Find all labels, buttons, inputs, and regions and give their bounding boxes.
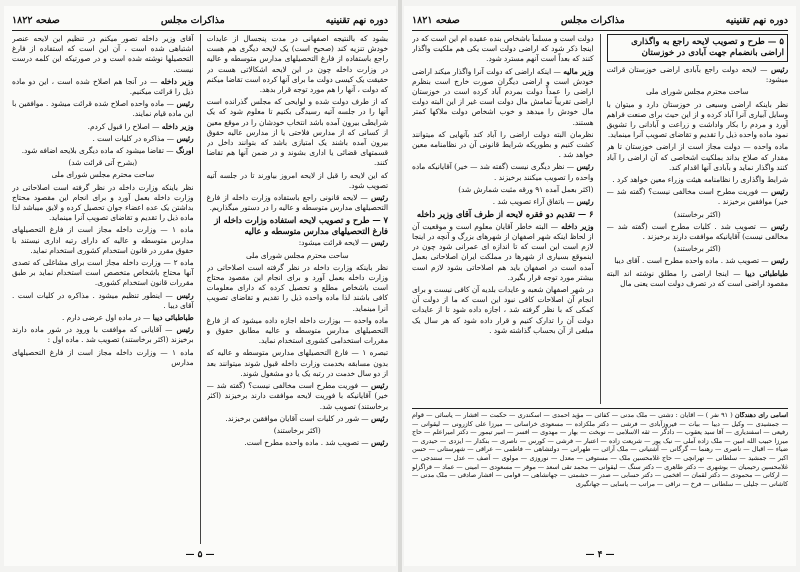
paragraph [607,222,789,242]
paragraph-text: آقای وزیر داخله تصور میکنم در تنظیم این لایحه عنصر اشتباهی شده است ، آن این است که استفاده از فارغ التحصیلها نوشته شده است و در صورتیکه این کلمه درست نیست. [12,34,194,74]
paragraph [207,97,389,168]
paragraph [12,313,194,323]
speaker-name: رئیس [370,238,388,248]
paragraph-text: ماده واحده — بوزارت داخله اجازه داده میشود که از فارغ التحصیلهای مدارس متوسطه و عالیه مطابق حقوق و مقررات استخدامی کشوری استخدام نماید. [206,315,388,346]
book-gutter [398,0,402,572]
left-page-number-label: صفحه ۱۸۲۲ [12,14,60,26]
right-page-columns [412,34,788,404]
section-heading-boxed: ۵ — طرح و تصویب لایحه راجع به واگذاری اراضی بانضمام جهت آبادی در خوزستان [607,34,789,62]
left-page-right-column [207,34,389,544]
paragraph [607,269,789,289]
speaker-name: رئیس [176,290,194,300]
paragraph [207,193,389,213]
paragraph-text: دولت است و مسلماً باشخاص بنده عقیده ام این است که در اینجا ذکر شود که اراضی دولت است یکی هم ملکیت واگذار کنند که بعداً است آنهم مسترد شود. [412,34,594,64]
paragraph-text: که این لایحه را قبل از لایحه امروز بیاورند تا در جلسه آتیه تصویب شود. [206,170,388,190]
paragraph [412,130,594,161]
speaker-name: وزیر مالیه [563,66,594,76]
paragraph [412,162,594,182]
paragraph [207,316,389,347]
right-page-folio: — ۴ — [585,550,615,560]
speaker-name: رئیس [770,221,788,231]
speaker-name: رئیس [576,197,594,207]
paragraph [12,146,194,156]
paragraph-text: — باتفاق آراء تصویب شد . [492,197,575,207]
section-heading: ۶ — تقدیم دو فقره لایحه از طرف آقای وزیر داخله [416,209,594,220]
paragraph-text: نظر باینکه وزارت داخله در نظر گرفته است اصلاحاتی در وزارت داخله بعمل آورد و برای انجام این مقصود محتاج بداشتن یک عده اعضاء جوان تحصیل کرده و لایق میباشد لذا ماده ذیل را تقدیم و تقاضای تصویب آنرا مینماید. [12,182,194,223]
paragraph-text: (اکثر بعمل آمده ۹۱ ورقه مثبت شمارش شد) [458,184,594,194]
paragraph-text: که از طرف دولت شده و لوایحی که مجلس گذرانده است آنها را در جلسه آتیه رسیدگی بکنیم تا معلوم شود که یک شرایطی بیرون آمده باشد انتخاب خودشان را در موقع معین از کسانی که از مدارس فلاحتی یا از مدارس عالیه حقوق بیرون آمده باشند یک امتیازی باشد که بتوانند داخل در قسمتهای قضائی یا اداری بشوند و در ضمن آنها هم تقاضا کنند. [206,97,388,168]
centered-line: (بشرح آتی قرائت شد) [68,158,138,168]
centered-line: ساحت محترم مجلس شورای ملی [245,250,349,260]
paragraph-text: نظر باینکه وزارت داخله در نظر گرفته است اصلاحاتی در وزارت داخله بعمل آورد و برای انجام این مقصود محتاج است باشخاص مطلع و تحصیل کرده که دارای معلومات کافی باشند لذا ماده واحده ذیل را تقدیم و تقاضای تصویب آنرا مینماید. [206,262,388,313]
footnote-rule [412,408,788,409]
paragraph [607,175,789,185]
paragraph-text: — آقایانی که موافقت با ورود در شور ماده دارند برخیزند (اکثر برخاستند) تصویب شد . ماده اول : [12,325,194,345]
footnote-title: اسامی رای دهندگان [734,412,788,419]
paragraph [12,325,194,345]
left-page-columns [12,34,388,544]
paragraph [412,197,594,207]
paragraph [607,65,789,85]
speaker-name: وزیر داخله [561,221,594,231]
paragraph-text: نظر باینکه اراضی وسیعی در خوزستان دارد و میتوان با وسایل آبیاری آنرا آباد کرده و از این حیث برای صنعت فراهم آورد و مردم را بکار واداشت و زراعت و آبادانی را تشویق نمود ماده واحده ذیل را تقدیم و تقاضای تصویب آنرا مینماید. [606,99,788,140]
left-page [4,6,396,566]
speaker-name: رئیس [770,256,788,266]
right-page-session: دوره نهم تقنینیه [725,14,788,26]
paragraph-text: ماده ۱ — وزارت داخله مجاز است از فارغ التحصیلهای مدارس متوسطه و عالیه که دارای رتبه اداری نیستند با حقوق مقرر در قانون استخدام کشوری استخدام نماید. [12,225,194,255]
paragraph [412,34,594,65]
paragraph [12,225,194,256]
paragraph-text: — اینکه اراضی که دولت آنرا واگذار میکند اراضی خودش است و اراضی دیگران صورت خارج است بنظرم اراضی را عمداً دولت بمردم آباد کرده است در خوزستان اراضی تقریباً تمامش مال دولت است غیر از این البته دولت مال خودش را میدهد و خوب اشخاص دولت ملاکها کمتر هستند. [412,66,594,127]
paragraph-text: — ماده واحده اصلاح شده قرائت میشود . موافقین با این ماده قیام نمایند. [12,99,194,119]
paragraph-text: — نظر دیگری نیست (گفته شد — خیر) آقایانیکه ماده واحده را تصویب میکنند برخیزند . [412,162,594,182]
paragraph-text: — فوریت مطرح است مخالفی نیست؟ (گفته شد — خیر) آقایانیکه با فوریت لایحه موافقت دارند برخیزند (اکثر برخاستند) تصویب شد. [206,381,388,411]
speaker-name: طباطبائی دیبا [745,268,788,278]
paragraph [12,77,194,97]
paragraph-text: — در آنجا هم اصلاح شده است ، این دو ماده ذیل را قرائت میکنیم. [12,76,194,97]
paragraph-text: ماده واحده — دولت مجاز است از اراضی خوزستان تا هر مقدار که صلاح بداند بملکیت اشخاصی که آن اراضی را آباد کنند واگذار نماید و بآبادی آنها اقدام کند. [606,142,788,172]
paragraph-text: — تصویب شد . ماده واحده مطرح است. [244,438,369,448]
header-rule [12,30,388,31]
paragraph [207,34,389,95]
speaker-name: وزیر داخله [160,76,194,86]
column-divider [200,34,201,544]
column-divider [600,34,601,404]
left-page-journal-title: مذاکرات مجلس [160,14,225,26]
right-page [404,6,796,566]
right-page-number-label: صفحه ۱۸۲۱ [412,14,460,26]
paragraph-text: — اصلاح را قبول کردم. [87,121,160,131]
paragraph [207,171,389,191]
speaker-name: اورنگ [175,146,194,156]
centered-line: (اکثر برخاستند) [273,425,321,435]
paragraph-text: ماده ۱ — وزارت داخله مجاز است از فارغ التحصیلهای مدارس [12,347,194,367]
paragraph-text: — شور در کلیات است آقایان موافقین برخیزند. [225,413,369,423]
paragraph-text: — لایحه قانونی راجع باستفاده وزارت داخله از فارغ التحصیلهای مدارس متوسطه و عالیه را در دستور میگذاریم. [206,193,388,213]
speaker-name: رئیس [176,133,194,143]
speaker-name: وزیر داخله [161,121,194,131]
paragraph [207,348,389,379]
speaker-name: رئیس [370,193,388,203]
right-page-header [412,12,788,28]
paragraph [12,258,194,289]
centered-line: (اکثر برخاستند) [673,209,721,219]
speaker-name: طباطبائی دیبا [152,313,194,323]
paragraph-text: — تقاضا میشود که ماده دیگری بلایحه اضافه شود. [21,146,174,156]
paragraph-text: نظرمان البته دولت اراضی را آباد کند بآنهایی که میتوانند کشت کنیم و بطوریکه شرایط قانونی آن در نظامنامه معین خواهد شد . [412,129,594,160]
paragraph [412,185,594,195]
paragraph [207,438,389,448]
paragraph-text: بشود که بالنتیجه اصفهانی در مدت پنجسال از عایدات خودش تنزیه کند (صحیح است) یک لایحه دیگری هم هست راجع باستفاده از فارغ التحصیلهای مدارس متوسطه و عالیه در وزارت داخله چون در این لایحه اشکالاتی هست در حقیقت یک کیسی دولت ما برای آنها کرده است تقاضا میکنم که دولت ، آنها را هم مورد توجه قرار بدهد. [206,34,388,95]
speaker-name: رئیس [370,438,388,448]
paragraph [607,100,789,141]
right-page-right-column [607,34,789,404]
paragraph-text: تبصره ۱ — فارغ التحصیلهای مدارس متوسطه و عالیه که بدون مسابقه بخدمت وزارت داخله قبول شوند میتوانند بعد از دو سال خدمت در رتبه یک یا دو مشغول شوند. [206,348,388,378]
paragraph [412,285,594,336]
paragraph-text: — تصویب شد . کلیات مطرح است (گفته شد — مخالفی نیست) آقایانیکه موافقت دارند برخیزند . [606,221,788,242]
paragraph-text: — در ماده اول عرضی دارم . [62,313,151,323]
paragraph-text: — فوریت مطرح است مخالفی نیست؟ (گفته شد — خیر) موافقین برخیزند . [606,187,788,207]
speaker-name: رئیس [770,187,788,197]
speaker-name: رئیس [370,413,388,423]
centered-line: ساحت محترم مجلس شورای ملی [51,170,155,180]
paragraph [207,238,389,248]
speaker-name: رئیس [770,65,788,74]
voters-footnote [412,412,788,540]
right-page-journal-title: مذاکرات مجلس [560,14,625,26]
left-page-session: دوره نهم تقنینیه [325,14,388,26]
paragraph [12,122,194,132]
paragraph [12,34,194,75]
right-page-left-column [412,34,594,404]
section-heading: ۷ — طرح و تصویب لایحه استفاده وزارت داخله از فارغ التحصیلهای مدارس متوسطه و عالیه [214,215,388,236]
paragraph-text: — مذاکره در کلیات است . [92,133,175,143]
paragraph-text: در شهر اصفهان شعبه و عایدات بلدیه آن کافی نیست و برای انجام آن اصلاحات کافی نبود این است که ما از دولت آن کمکی که با نظر گرفته شد ، اجازه داده شود تا از عایدات دولت آن را تدارک کنیم و قرار داده شود که هر سال یک مبلغی از آن بحساب گذاشته شود . [412,284,594,335]
speaker-name: رئیس [370,381,388,391]
paragraph-text: — لایحه دولت راجع بآبادی اراضی خوزستان قرائت میشود: [606,65,788,85]
paragraph-text: — تصویب شد . ماده واحده مطرح است . آقای دیبا [614,256,769,266]
paragraph-text: — البته خاطر آقایان معلوم است و موقعیت آن از لحاظ اینکه شهر اصفهان از شهرهای بزرگ و آنچه در اینجا لازم است این است که تا اندازه ای عمرانی شود چون در اینموقع بسیاری از شهرها در مملکت ایران اصلاحاتی بعمل آمده است در اصفهان باید هم اصلاحاتی بشود لازم است بیشتر مورد توجه قرار بگیرد. [412,221,594,282]
paragraph [12,99,194,119]
paragraph [12,134,194,144]
paragraph [207,381,389,412]
footnote-body: ( ۹۱ نفر ) — آقایان : دشتی — ملک مدنی — کفائی — مؤید احمدی — اسکندری — حکمت — افشار — یاسائی — قوام — جمشیدی — وکیل — دیبا — بیات — فیروزآبادی — فرشی — دکتر ملکزاده — مسعودی خراسانی — میرزا علی کازرونی — لیقوانی — رفیعی — اسفندیاری — آقا سید یعقوب — دادگر — ثقه الاسلامی — نوبخت — بهار — مهدوی — افسر — امیر تیمور — دکتر امیراعلم — حاج میرزا حبیب الله امین — ملک زاده آملی — نیک پور — شریعت زاده — اعتبار — فرشی — کورس — ناصری — بنکدار — ایزدی — حیدری — ضیاء — اقبال — ناصری — رهنما — گرگانی — آشتیانی — ملک آرائی — طهرانی — دولتشاهی — فاطمی — عراقی — شهرستانی — حسن اکبر — جمشید — سلطانی — تهرانچی — حاج غلامحسین ملک — مستوفی — معدل — نوروزی — مولوی — آصف — عدل — سنندجی — غلامحسین رحیمیان — بوشهری — دکتر طاهری — دکتر سنگ — لیقوانی — محمد تقی اسعد — موقر — مسعودی — امینی — عماد — قراگزلو — ارکانی — محمودی — دکتر لقمان — افخمی — دکتر حسابی — صدر — حشمتی — جهانشاهی — قوامی — افشار صادقی — ملک مدنی — کاشانی — جلیلی — سلطانی — فرخ — نراقی — مراتب — یاسایی — جهانگیری [412,412,788,488]
paragraph [412,67,594,128]
centered-line: ساحت محترم مجلس شورای ملی [645,87,749,97]
header-rule [412,30,788,31]
paragraph [12,348,194,368]
paragraph [207,414,389,424]
paragraph [207,263,389,314]
left-page-folio: — ۵ — [185,550,215,560]
speaker-name: رئیس [176,325,194,335]
left-page-left-column [12,34,194,544]
paragraph-text: — اینطور تنظیم میشود . مذاکره در کلیات است . آقای دیبا . [12,290,194,310]
centered-line: (اکثر برخاستند) [673,244,721,254]
paragraph-text: ماده ۲ — وزارت داخله مجاز است برای مشاغلی که تصدی آنها محتاج باشخاص متخصص است استخدام نماید بر طبق مقررات قانون استخدام کشوری. [12,258,194,288]
speaker-name: رئیس [576,162,594,172]
paragraph [607,187,789,207]
paragraph-text: — لایحه قرائت میشود: [298,238,369,248]
paragraph [607,256,789,266]
paragraph [12,291,194,311]
speaker-name: رئیس [176,99,194,109]
paragraph [12,183,194,224]
paragraph [607,142,789,173]
paragraph [412,222,594,283]
left-page-header [12,12,388,28]
paragraph-text: — اینجا اراضی را مطلق نوشته اند البته مقصود اراضی است که در تصرف دولت است یعنی مال [606,268,788,288]
paragraph-text: شرایط واگذاری را نظامنامه هیئت وزراء معین خواهد کرد . [612,175,788,185]
